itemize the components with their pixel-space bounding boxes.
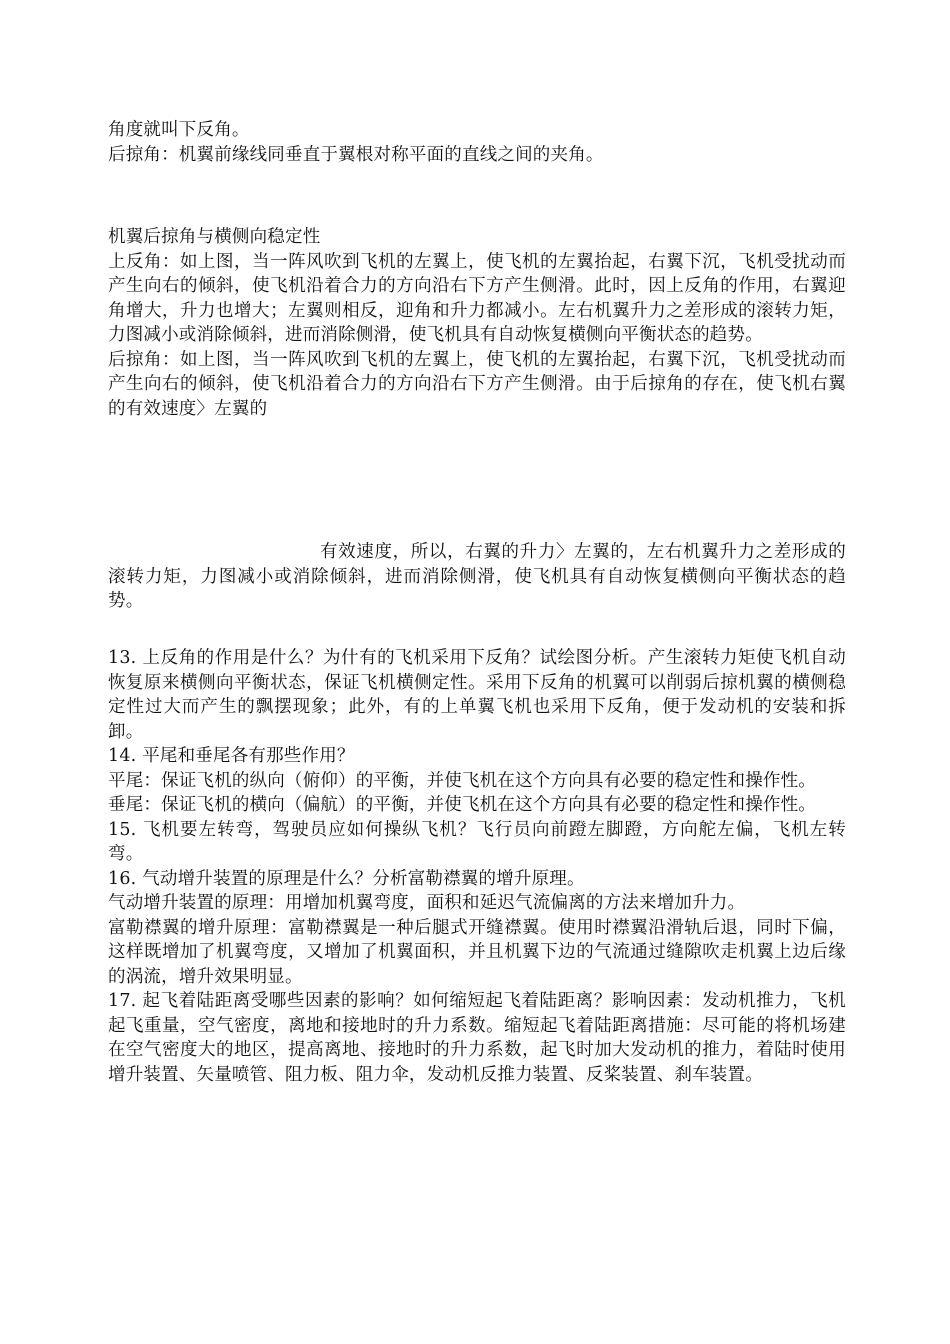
question-17: 17. 起飞着陆距离受哪些因素的影响？如何缩短起飞着陆距离？影响因素：发动机推力，飞机起飞重量，空气密度，离地和接地时的升力系数。缩短起飞着陆距离措施：尽可能的将机场建在空气密度大的地区，提高离地、接地时的升力系数，起飞时加大发动机的推力，着陆时使用增升装置、矢量喷管、阻力板、阻力伞，发动机反推力装置、反桨装置、刹车装置。 — [108, 991, 846, 1085]
sweep-paragraph: 后掠角：如上图，当一阵风吹到飞机的左翼上，使飞机的左翼抬起，右翼下沉，飞机受扰动而产生向右的倾斜，使飞机沿着合力的方向沿右下方产生侧滑。由于后掠角的存在，使飞机右翼的有效速度〉左翼的 — [108, 349, 846, 419]
text-line: 角度就叫下反角。 — [108, 120, 250, 140]
question-16: 16. 气动增升装置的原理是什么？分析富勒襟翼的增升原理。 — [108, 868, 585, 889]
fowler-flap-principle: 富勒襟翼的增升原理：富勒襟翼是一种后腿式开缝襟翼。使用时襟翼沿滑轨后退，同时下偏，这样既增加了机翼弯度，又增加了机翼面积，并且机翼下边的气流通过缝隙吹走机翼上边后缘的涡流，增升效果明显。 — [108, 917, 846, 987]
question-13: 13. 上反角的作用是什么？为什有的飞机采用下反角？试绘图分析。产生滚转力矩使飞机自动恢复原来横侧向平衡状态，保证飞机横侧定性。采用下反角的机翼可以削弱后掠机翼的横侧稳定性过大而产生的飘摆现象；此外，有的上单翼飞机也采用下反角，便于发动机的安装和拆卸。 — [108, 648, 846, 742]
sweep-paragraph-continued: 有效速度，所以，右翼的升力〉左翼的，左右机翼升力之差形成的滚转力矩，力图减小或消除倾斜，进而消除侧滑，使飞机具有自动恢复横侧向平衡状态的趋势。 — [108, 542, 846, 611]
continued-block — [108, 540, 846, 614]
questions-block — [108, 646, 846, 1087]
section-title: 机翼后掠角与横侧向稳定性 — [108, 227, 321, 247]
lift-device-principle: 气动增升装置的原理：用增加机翼弯度，面积和延迟气流偏离的方法来增加升力。 — [108, 893, 746, 913]
stability-section — [108, 225, 846, 421]
sweep-angle-definition: 后掠角：机翼前缘线同垂直于翼根对称平面的直线之间的夹角。 — [108, 144, 604, 165]
question-15: 15. 飞机要左转弯，驾驶员应如何操纵飞机？飞行员向前蹬左脚蹬，方向舵左偏，飞机左转弯。 — [108, 819, 846, 864]
horizontal-tail-answer: 平尾：保证飞机的纵向（俯仰）的平衡，并使飞机在这个方向具有必要的稳定性和操作性。 — [108, 770, 816, 791]
question-14: 14. 平尾和垂尾各有那些作用？ — [108, 746, 355, 766]
dihedral-paragraph: 上反角：如上图，当一阵风吹到飞机的左翼上，使飞机的左翼抬起，右翼下沉，飞机受扰动而产生向右的倾斜，使飞机沿着合力的方向沿右下方产生侧滑。此时，因上反角的作用，右翼迎角增大，升力也增大；左翼则相反，迎角和升力都减小。左右机翼升力之差形成的滚转力矩，力图减小或消除倾斜，进而消除侧滑，使飞机具有自动恢复横侧向平衡状态的趋势。 — [108, 251, 846, 345]
vertical-tail-answer: 垂尾：保证飞机的横向（偏航）的平衡，并使飞机在这个方向具有必要的稳定性和操作性。 — [108, 795, 816, 815]
intro-block — [108, 118, 846, 167]
